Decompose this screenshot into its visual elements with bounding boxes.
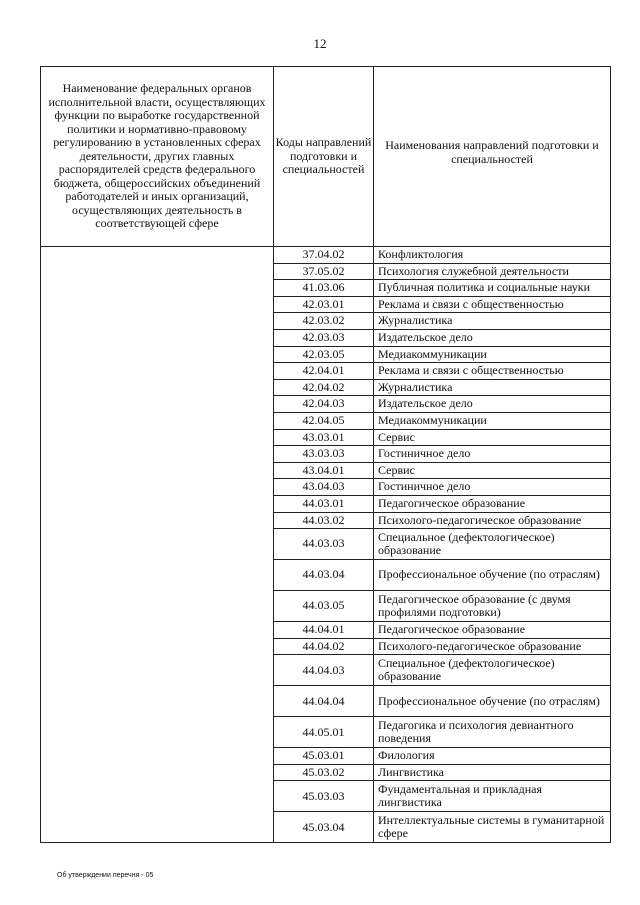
code-cell: 45.03.01 (274, 748, 374, 765)
name-cell: Специальное (дефектологическое) образование (374, 529, 611, 560)
name-cell: Филология (374, 748, 611, 765)
name-cell: Педагогическое образование (с двумя профилями подготовки) (374, 591, 611, 622)
header-row (41, 67, 611, 247)
name-cell: Конфликтология (374, 247, 611, 264)
name-cell: Профессиональное обучение (по отраслям) (374, 560, 611, 591)
name-cell: Интеллектуальные системы в гуманитарной сфере (374, 812, 611, 843)
name-cell: Психология служебной деятельности (374, 263, 611, 280)
name-cell: Сервис (374, 462, 611, 479)
specialties-table (40, 66, 611, 843)
code-cell: 44.04.02 (274, 638, 374, 655)
name-cell: Гостиничное дело (374, 446, 611, 463)
name-cell: Педагогическое образование (374, 495, 611, 512)
page-number: 12 (313, 36, 327, 51)
code-cell: 43.04.01 (274, 462, 374, 479)
code-cell: 44.03.02 (274, 512, 374, 529)
header-code: Коды направлений подготовки и специальностей (274, 67, 374, 247)
name-cell: Журналистика (374, 313, 611, 330)
name-cell: Медиакоммуникации (374, 346, 611, 363)
name-cell: Журналистика (374, 379, 611, 396)
code-cell: 42.04.02 (274, 379, 374, 396)
name-cell: Издательское дело (374, 396, 611, 413)
name-cell: Психолого-педагогическое образование (374, 638, 611, 655)
header-name-text: Наименования направлений подготовки и специальностей (385, 138, 599, 166)
code-cell: 41.03.06 (274, 280, 374, 297)
code-cell: 45.03.04 (274, 812, 374, 843)
code-cell: 42.03.03 (274, 329, 374, 346)
code-cell: 44.03.03 (274, 529, 374, 560)
header-org: Наименование федеральных органов исполнительной власти, осуществляющих функции по выработке государственной политики и нормативно-правовому регулированию в установленных сферах деятельности, других главных распорядителей средств федерального бюджета, общероссийских объединений работодателей и иных организаций, осуществляющих деятельность в соответствующей сфере (41, 67, 274, 247)
code-cell: 44.03.04 (274, 560, 374, 591)
code-cell: 42.04.05 (274, 412, 374, 429)
code-cell: 45.03.02 (274, 764, 374, 781)
code-cell: 37.04.02 (274, 247, 374, 264)
footer-doc-ref: Об утверждении перечня - 05 (57, 872, 154, 879)
name-cell: Медиакоммуникации (374, 412, 611, 429)
name-cell: Сервис (374, 429, 611, 446)
name-cell: Реклама и связи с общественностью (374, 296, 611, 313)
name-cell: Издательское дело (374, 329, 611, 346)
code-cell: 42.03.02 (274, 313, 374, 330)
name-cell: Реклама и связи с общественностью (374, 363, 611, 380)
org-cell (41, 247, 274, 843)
code-cell: 44.04.03 (274, 655, 374, 686)
name-cell: Педагогическое образование (374, 622, 611, 639)
code-cell: 43.04.03 (274, 479, 374, 496)
name-cell: Фундаментальная и прикладная лингвистика (374, 781, 611, 812)
name-cell: Психолого-педагогическое образование (374, 512, 611, 529)
name-cell: Публичная политика и социальные науки (374, 280, 611, 297)
name-cell: Специальное (дефектологическое) образование (374, 655, 611, 686)
name-cell: Гостиничное дело (374, 479, 611, 496)
table-body (41, 67, 611, 843)
code-cell: 44.04.01 (274, 622, 374, 639)
code-cell: 37.05.02 (274, 263, 374, 280)
code-cell: 43.03.01 (274, 429, 374, 446)
code-cell: 44.03.05 (274, 591, 374, 622)
code-cell: 43.03.03 (274, 446, 374, 463)
header-name (374, 67, 611, 247)
code-cell: 42.04.03 (274, 396, 374, 413)
code-cell: 44.04.04 (274, 686, 374, 717)
name-cell: Педагогика и психология девиантного поведения (374, 717, 611, 748)
name-cell: Лингвистика (374, 764, 611, 781)
code-cell: 42.03.01 (274, 296, 374, 313)
name-cell: Профессиональное обучение (по отраслям) (374, 686, 611, 717)
table-row (41, 247, 611, 264)
code-cell: 45.03.03 (274, 781, 374, 812)
code-cell: 44.05.01 (274, 717, 374, 748)
code-cell: 42.04.01 (274, 363, 374, 380)
code-cell: 42.03.05 (274, 346, 374, 363)
code-cell: 44.03.01 (274, 495, 374, 512)
